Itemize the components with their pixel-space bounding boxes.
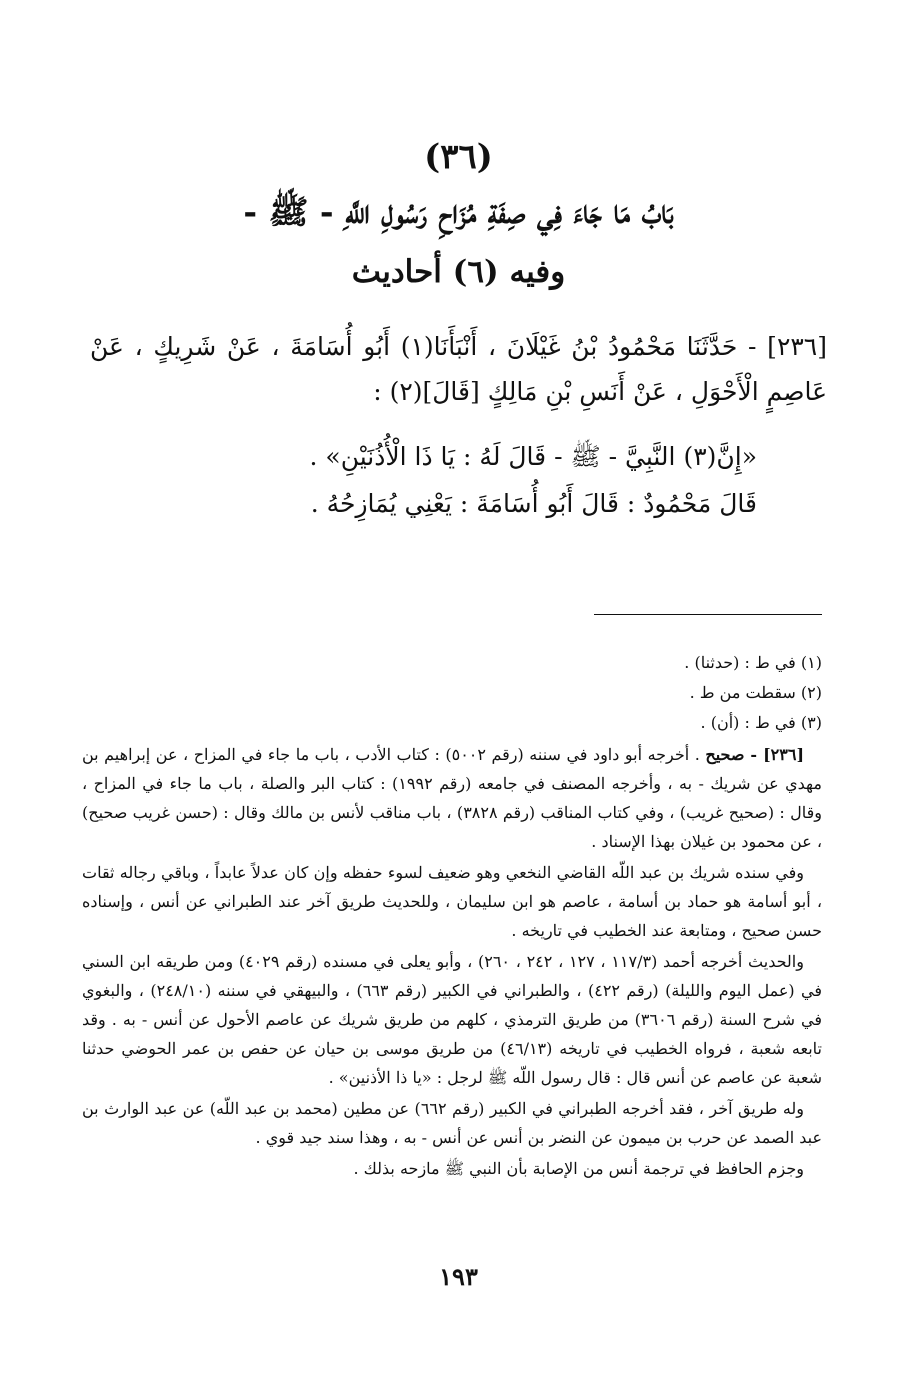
footnote-3: (٣) في ط : (أن) . (700, 713, 822, 732)
hadith-matn: «إِنَّ(٣) النَّبِيَّ - ﷺ - قَالَ لَهُ : يَا ذَا الْأُذُنَيْنِ» . (309, 442, 757, 471)
page-number: ١٩٣ (439, 1262, 478, 1291)
chapter-subtitle: وفيه (٦) أحاديث (351, 254, 566, 290)
commentary-paragraph-4: وله طريق آخر ، فقد أخرجه الطبراني في الكبير (رقم ٦٦٢) عن مطين (محمد بن عبد اللّه) عن عبد الوارث بن عبد الصمد عن حرب بن ميمون عن النضر بن أنس عن أنس - به ، وهذا سند جيد قوي . (82, 1099, 822, 1147)
footnote-separator (594, 614, 822, 615)
grade-label: [٢٣٦] - صحيح (705, 745, 805, 764)
footnotes (95, 648, 822, 738)
commentary-paragraph-1 (82, 740, 822, 856)
chapter-title: بَابُ مَا جَاءَ فِي صِفَةِ مُزَاحِ رَسُولِ اللَّهِ - ﷺ - (243, 192, 674, 231)
hadith-text (90, 324, 827, 526)
hadith-explanation: قَالَ مَحْمُودٌ : قَالَ أَبُو أُسَامَةَ : يَعْنِي يُمَازِحُهُ . (310, 489, 757, 518)
commentary-paragraph-2: وفي سنده شريك بن عبد اللّه القاضي النخعي وهو ضعيف لسوء حفظه وإن كان عدلاً عابداً ، وباقي رجاله ثقات ، أبو أسامة هو حماد بن أسامة ، عاصم هو ابن سليمان ، وللحديث طريق آخر عند الطبراني عن أنس ، وإسناده حسن صحيح ، ومتابعة عند الخطيب في تاريخه . (82, 863, 822, 940)
hadith-chain: [٢٣٦] - حَدَّثَنَا مَحْمُودُ بْنُ غَيْلَانَ ، أَنْبَأَنَا(١) أَبُو أُسَامَةَ ، عَنْ شَرِيكٍ ، عَنْ عَاصِمٍ الْأَحْوَلِ ، عَنْ أَنَسِ بْنِ مَالِكٍ [قَالَ](٢) : (90, 332, 827, 406)
commentary-paragraph-5: وجزم الحافظ في ترجمة أنس من الإصابة بأن النبي ﷺ مازحه بذلك . (353, 1159, 804, 1178)
footnote-1: (١) في ط : (حدثنا) . (684, 653, 822, 672)
footnote-2: (٢) سقطت من ط . (689, 683, 822, 702)
commentary-paragraph-3: والحديث أخرجه أحمد (١١٧/٣ ، ١٢٧ ، ٢٤٢ ، ٢٦٠) ، وأبو يعلى في مسنده (رقم ٤٠٢٩) ومن طريقه ابن السني في (عمل اليوم والليلة) (رقم ٤٢٢) ، والطبراني في الكبير (رقم ٦٦٣) ، والبيهقي في سننه (٢٤٨/١٠) ، والبغوي في شرح السنة (رقم ٣٦٠٦) من طريق الترمذي ، كلهم من طريق شريك عن عاصم الأحول عن أنس - به . وقد تابعه شعبة ، فرواه الخطيب في تاريخه (٤٦/١٣) من طريق موسى بن حيان عن حفص بن عمر الحوضي حدثنا شعبة عن عاصم عن أنس قال : قال رسول اللّه ﷺ لرجل : «يا ذا الأذنين» . (82, 952, 823, 1087)
chapter-number: (٣٦) (424, 137, 493, 177)
commentary-paragraph-1-text: . أخرجه أبو داود في سننه (رقم ٥٠٠٢) : كتاب الأدب ، باب ما جاء في المزاح ، عن إبراهيم بن مهدي عن شريك - به ، وأخرجه المصنف في جامعه (رقم ١٩٩٢) : كتاب البر والصلة ، باب ما جاء في المزاح ، وقال : (صحيح غريب) ، وفي كتاب المناقب (رقم ٣٨٢٨) ، باب مناقب لأنس بن مالك وقال : (حسن غريب صحيح) ، عن محمود بن غيلان بهذا الإسناد . (82, 745, 823, 851)
commentary (82, 740, 822, 1185)
